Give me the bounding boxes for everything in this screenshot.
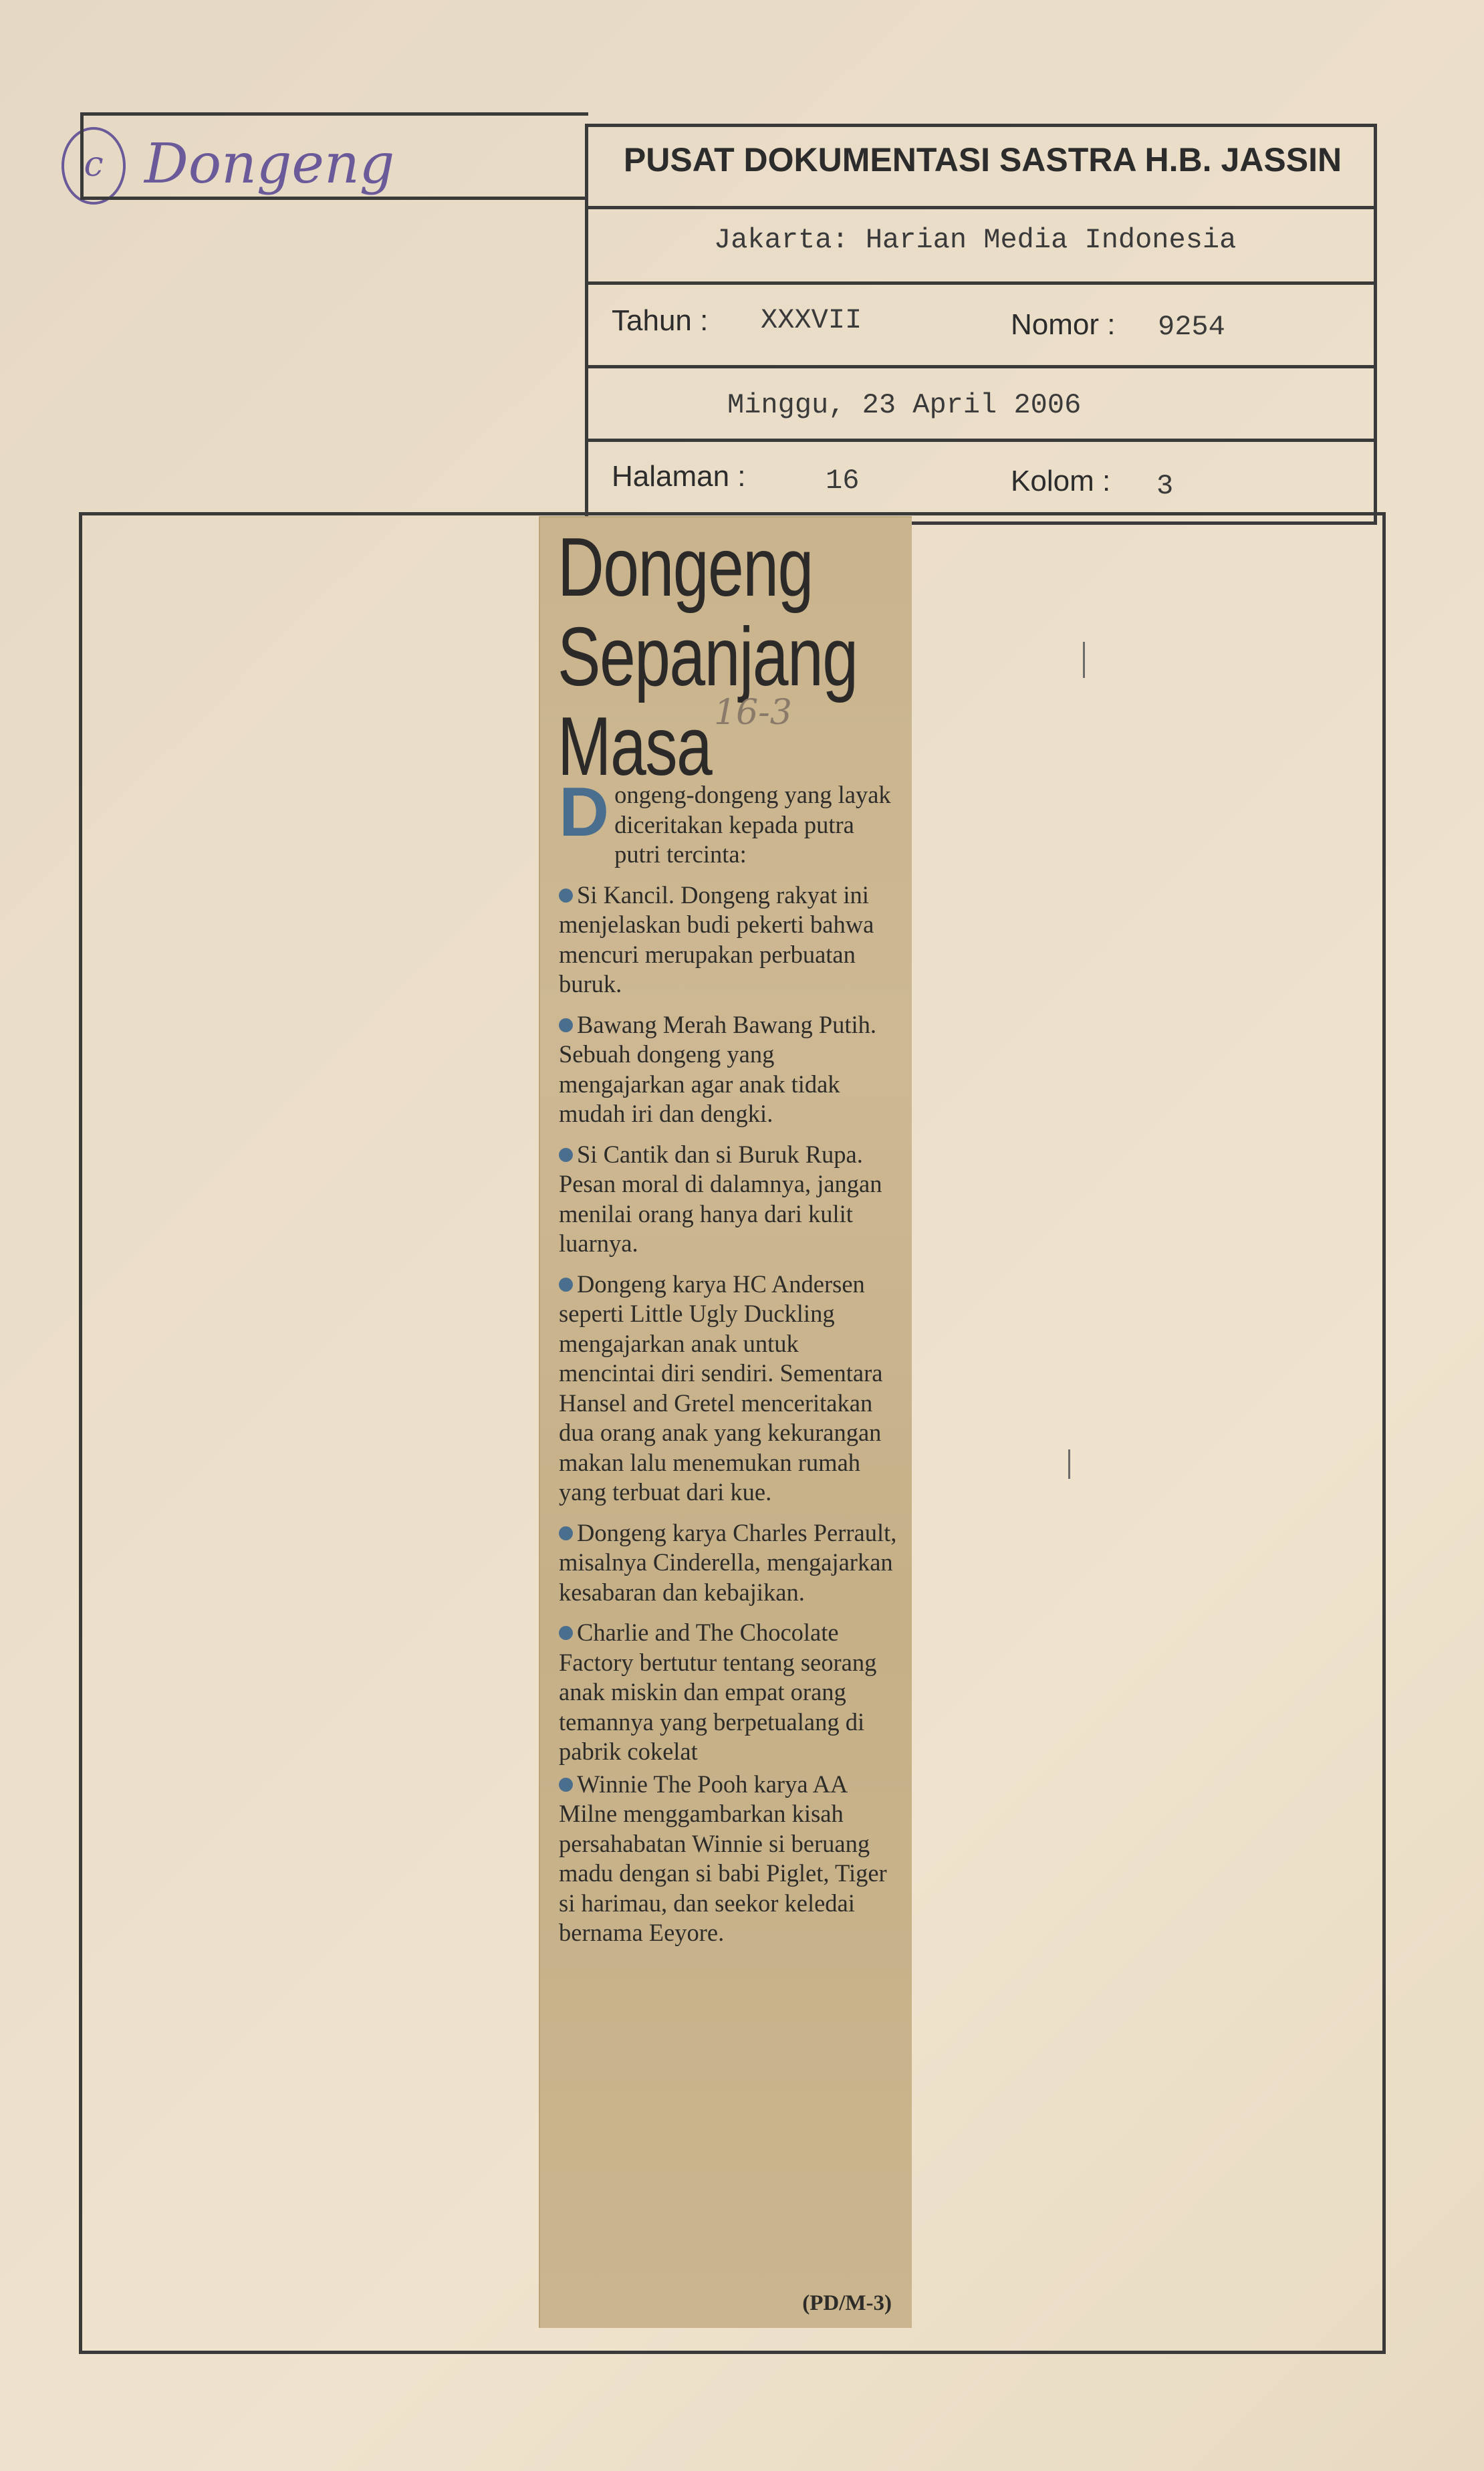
newspaper-source: Jakarta: Harian Media Indonesia (714, 224, 1237, 256)
list-item (559, 1270, 900, 1508)
handwritten-category-tag (61, 119, 395, 219)
frame-tag-underline (80, 197, 588, 200)
number-label: Nomor : (1011, 308, 1116, 341)
bullet-icon (559, 1526, 573, 1540)
handwritten-circled-mark: c (61, 127, 126, 205)
year-label: Tahun : (612, 304, 709, 337)
headline-line-1: Dongeng (558, 521, 813, 614)
article-headline (558, 521, 858, 793)
year-value: XXXVII (761, 304, 862, 336)
bullet-icon (559, 1778, 573, 1792)
number-value: 9254 (1158, 311, 1225, 343)
list-item-text: Winnie The Pooh karya AA Milne menggambarkan kisah persahabatan Winnie si beruang madu dengan si babi Piglet, Tiger si harimau, dan seekor keledai bernama Eeyore. (559, 1770, 887, 1946)
list-item (559, 880, 900, 999)
archive-title: PUSAT DOKUMENTASI SASTRA H.B. JASSIN (623, 141, 1342, 179)
bullet-icon (559, 1018, 573, 1032)
header-row-divider-4 (585, 439, 1377, 442)
list-item (559, 1140, 900, 1259)
frame-left-upper-line (80, 112, 84, 199)
list-item-text: Dongeng karya Charles Perrault, misalnya Cinderella, mengajarkan kesabaran dan kebajikan. (559, 1518, 897, 1606)
drop-cap: D (559, 774, 610, 851)
header-row-divider-2 (585, 281, 1377, 285)
article-body (559, 774, 900, 1959)
list-item (559, 1010, 900, 1129)
column-value: 3 (1156, 470, 1174, 502)
list-item-text: Si Cantik dan si Buruk Rupa. Pesan moral di dalamnya, jangan menilai orang hanya dari kulit luarnya. (559, 1140, 882, 1257)
page-label: Halaman : (612, 460, 746, 493)
newspaper-clipping (539, 516, 912, 2328)
frame-top-left-line (80, 112, 588, 116)
header-row-divider-3 (585, 365, 1377, 368)
page-value: 16 (826, 465, 860, 497)
list-item-text: Bawang Merah Bawang Putih. Sebuah dongeng yang mengajarkan agar anak tidak mudah iri dan dengki. (559, 1010, 877, 1127)
list-item (559, 1618, 900, 1767)
list-item (559, 1518, 900, 1608)
pencil-page-note: 16-3 (714, 693, 792, 733)
list-item-text: Charlie and The Chocolate Factory bertutur tentang seorang anak miskin dan empat orang temannya yang berpetualang di pabrik cokelat (559, 1619, 877, 1765)
article-intro (559, 774, 900, 870)
bullet-icon (559, 1148, 573, 1162)
bullet-icon (559, 1278, 573, 1292)
bullet-icon (559, 1626, 573, 1640)
stray-mark (1068, 1449, 1070, 1479)
list-item-text: Si Kancil. Dongeng rakyat ini menjelaskan budi pekerti bahwa mencuri merupakan perbuatan buruk. (559, 880, 874, 997)
list-item-text: Dongeng karya HC Andersen seperti Little Ugly Duckling mengajarkan anak untuk mencintai diri sendiri. Sementara Hansel and Gretel menceritakan dua orang anak yang kekurangan makan lalu menemukan rumah yang terbuat dari kue. (559, 1270, 883, 1506)
bullet-icon (559, 889, 573, 903)
stray-mark (1083, 642, 1085, 678)
list-item (559, 1770, 900, 1948)
handwritten-category-word: Dongeng (144, 132, 395, 196)
column-label: Kolom : (1011, 465, 1111, 497)
publication-date: Minggu, 23 April 2006 (727, 389, 1082, 421)
headline-line-3: Masa (558, 701, 712, 793)
intro-text: ongeng-dongeng yang layak diceritakan kepada putra putri tercinta: (614, 781, 891, 868)
article-credit: (PD/M-3) (802, 2291, 892, 2315)
header-row-divider-1 (585, 206, 1377, 209)
headline-line-2: Sepanjang (558, 611, 858, 703)
